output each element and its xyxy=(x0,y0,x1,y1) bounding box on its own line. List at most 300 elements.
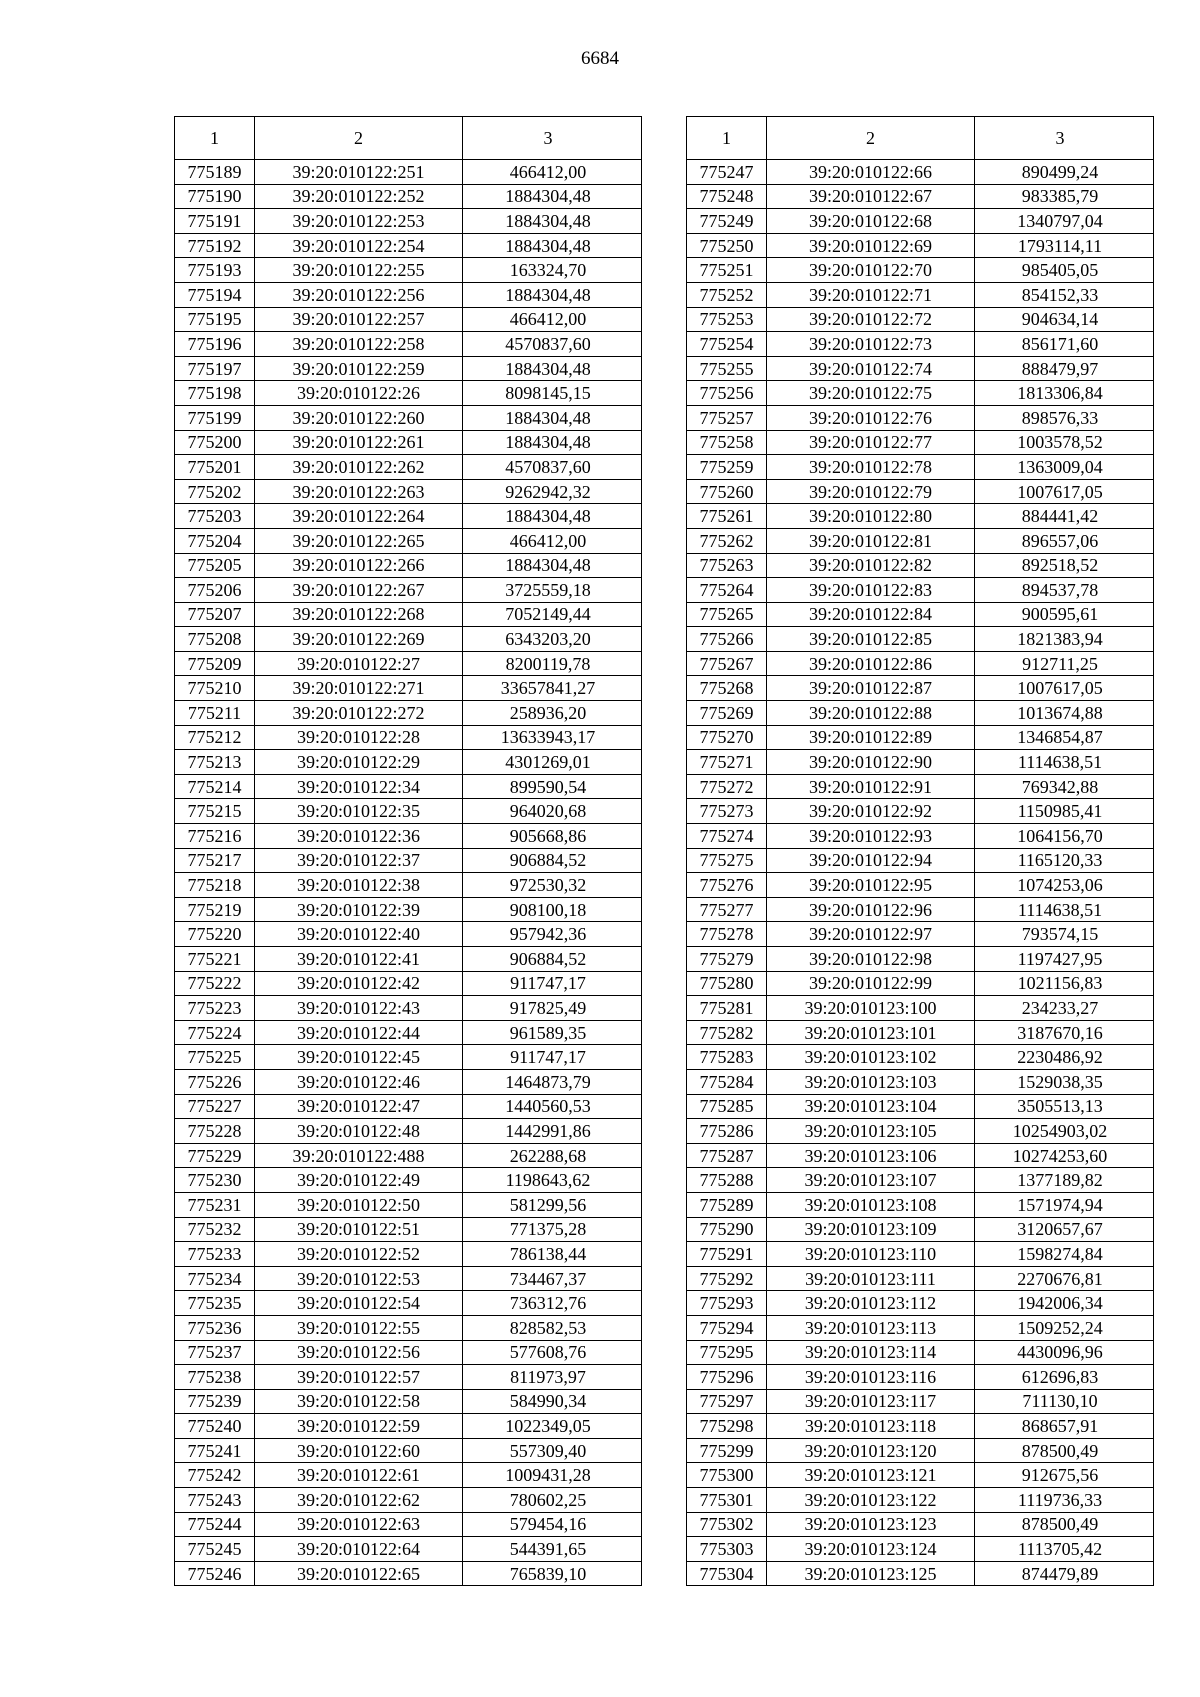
cadastral-number-cell: 39:20:010122:91 xyxy=(767,774,975,799)
cadastral-number-cell: 39:20:010122:60 xyxy=(255,1438,463,1463)
value-cell: 854152,33 xyxy=(975,282,1154,307)
cadastral-number-cell: 39:20:010122:83 xyxy=(767,578,975,603)
cadastral-number-cell: 39:20:010122:263 xyxy=(255,479,463,504)
column-header: 1 xyxy=(687,117,767,160)
table-row xyxy=(687,676,1154,701)
record-number-cell: 775266 xyxy=(687,627,767,652)
record-number-cell: 775298 xyxy=(687,1414,767,1439)
record-number-cell: 775280 xyxy=(687,971,767,996)
value-cell: 1884304,48 xyxy=(463,209,642,234)
cadastral-number-cell: 39:20:010122:66 xyxy=(767,160,975,185)
record-number-cell: 775191 xyxy=(175,209,255,234)
cadastral-number-cell: 39:20:010123:114 xyxy=(767,1340,975,1365)
record-number-cell: 775233 xyxy=(175,1242,255,1267)
record-number-cell: 775289 xyxy=(687,1192,767,1217)
record-number-cell: 775276 xyxy=(687,873,767,898)
value-cell: 734467,37 xyxy=(463,1266,642,1291)
cadastral-number-cell: 39:20:010123:105 xyxy=(767,1119,975,1144)
value-cell: 780602,25 xyxy=(463,1488,642,1513)
cadastral-number-cell: 39:20:010122:26 xyxy=(255,381,463,406)
cadastral-number-cell: 39:20:010122:262 xyxy=(255,455,463,480)
record-number-cell: 775196 xyxy=(175,332,255,357)
table-row xyxy=(687,1438,1154,1463)
value-cell: 3725559,18 xyxy=(463,578,642,603)
cadastral-number-cell: 39:20:010123:104 xyxy=(767,1094,975,1119)
column-header: 3 xyxy=(463,117,642,160)
cadastral-number-cell: 39:20:010122:70 xyxy=(767,258,975,283)
record-number-cell: 775236 xyxy=(175,1315,255,1340)
record-number-cell: 775223 xyxy=(175,996,255,1021)
table-row xyxy=(687,922,1154,947)
cadastral-number-cell: 39:20:010122:96 xyxy=(767,897,975,922)
cadastral-number-cell: 39:20:010123:100 xyxy=(767,996,975,1021)
value-cell: 985405,05 xyxy=(975,258,1154,283)
cadastral-number-cell: 39:20:010122:45 xyxy=(255,1045,463,1070)
record-number-cell: 775292 xyxy=(687,1266,767,1291)
table-row xyxy=(687,996,1154,1021)
table-row xyxy=(687,1045,1154,1070)
cadastral-number-cell: 39:20:010122:265 xyxy=(255,528,463,553)
cadastral-number-cell: 39:20:010122:257 xyxy=(255,307,463,332)
record-number-cell: 775301 xyxy=(687,1488,767,1513)
value-cell: 1021156,83 xyxy=(975,971,1154,996)
cadastral-number-cell: 39:20:010122:56 xyxy=(255,1340,463,1365)
cadastral-number-cell: 39:20:010122:253 xyxy=(255,209,463,234)
value-cell: 964020,68 xyxy=(463,799,642,824)
value-cell: 1064156,70 xyxy=(975,824,1154,849)
value-cell: 888479,97 xyxy=(975,356,1154,381)
record-number-cell: 775235 xyxy=(175,1291,255,1316)
value-cell: 1114638,51 xyxy=(975,750,1154,775)
cadastral-number-cell: 39:20:010122:260 xyxy=(255,405,463,430)
cadastral-number-cell: 39:20:010122:76 xyxy=(767,405,975,430)
table-row xyxy=(175,873,642,898)
record-number-cell: 775242 xyxy=(175,1463,255,1488)
cadastral-number-cell: 39:20:010122:71 xyxy=(767,282,975,307)
left-table-body xyxy=(175,160,642,1586)
record-number-cell: 775230 xyxy=(175,1168,255,1193)
table-row xyxy=(687,1168,1154,1193)
table-row xyxy=(175,455,642,480)
value-cell: 2270676,81 xyxy=(975,1266,1154,1291)
record-number-cell: 775291 xyxy=(687,1242,767,1267)
cadastral-number-cell: 39:20:010122:261 xyxy=(255,430,463,455)
record-number-cell: 775284 xyxy=(687,1069,767,1094)
record-number-cell: 775221 xyxy=(175,947,255,972)
value-cell: 1197427,95 xyxy=(975,947,1154,972)
table-row xyxy=(175,897,642,922)
table-row xyxy=(687,1192,1154,1217)
table-row xyxy=(175,1315,642,1340)
record-number-cell: 775295 xyxy=(687,1340,767,1365)
table-row xyxy=(175,1192,642,1217)
cadastral-number-cell: 39:20:010123:112 xyxy=(767,1291,975,1316)
record-number-cell: 775256 xyxy=(687,381,767,406)
cadastral-number-cell: 39:20:010122:259 xyxy=(255,356,463,381)
table-row xyxy=(687,430,1154,455)
table-row xyxy=(175,1389,642,1414)
cadastral-number-cell: 39:20:010122:75 xyxy=(767,381,975,406)
cadastral-number-cell: 39:20:010122:62 xyxy=(255,1488,463,1513)
value-cell: 466412,00 xyxy=(463,307,642,332)
value-cell: 581299,56 xyxy=(463,1192,642,1217)
table-row xyxy=(175,947,642,972)
table-row xyxy=(687,1291,1154,1316)
table-row xyxy=(175,1119,642,1144)
cadastral-number-cell: 39:20:010122:53 xyxy=(255,1266,463,1291)
column-header: 2 xyxy=(767,117,975,160)
value-cell: 3187670,16 xyxy=(975,1020,1154,1045)
record-number-cell: 775189 xyxy=(175,160,255,185)
cadastral-number-cell: 39:20:010122:55 xyxy=(255,1315,463,1340)
cadastral-number-cell: 39:20:010122:65 xyxy=(255,1561,463,1586)
table-row xyxy=(687,971,1154,996)
value-cell: 4570837,60 xyxy=(463,455,642,480)
table-row xyxy=(687,1069,1154,1094)
cadastral-number-cell: 39:20:010122:84 xyxy=(767,602,975,627)
cadastral-number-cell: 39:20:010122:97 xyxy=(767,922,975,947)
table-row xyxy=(687,1463,1154,1488)
cadastral-number-cell: 39:20:010122:254 xyxy=(255,233,463,258)
cadastral-number-cell: 39:20:010122:266 xyxy=(255,553,463,578)
record-number-cell: 775274 xyxy=(687,824,767,849)
record-number-cell: 775239 xyxy=(175,1389,255,1414)
record-number-cell: 775286 xyxy=(687,1119,767,1144)
value-cell: 1340797,04 xyxy=(975,209,1154,234)
header-row xyxy=(175,117,642,160)
record-number-cell: 775303 xyxy=(687,1537,767,1562)
value-cell: 8098145,15 xyxy=(463,381,642,406)
record-number-cell: 775270 xyxy=(687,725,767,750)
table-row xyxy=(687,553,1154,578)
record-number-cell: 775211 xyxy=(175,701,255,726)
cadastral-number-cell: 39:20:010122:38 xyxy=(255,873,463,898)
cadastral-number-cell: 39:20:010122:43 xyxy=(255,996,463,1021)
table-row xyxy=(687,1537,1154,1562)
record-number-cell: 775201 xyxy=(175,455,255,480)
cadastral-number-cell: 39:20:010122:92 xyxy=(767,799,975,824)
cadastral-number-cell: 39:20:010122:41 xyxy=(255,947,463,972)
cadastral-number-cell: 39:20:010123:113 xyxy=(767,1315,975,1340)
value-cell: 972530,32 xyxy=(463,873,642,898)
value-cell: 1007617,05 xyxy=(975,479,1154,504)
table-row xyxy=(687,1389,1154,1414)
value-cell: 8200119,78 xyxy=(463,651,642,676)
value-cell: 892518,52 xyxy=(975,553,1154,578)
value-cell: 9262942,32 xyxy=(463,479,642,504)
record-number-cell: 775281 xyxy=(687,996,767,1021)
record-number-cell: 775283 xyxy=(687,1045,767,1070)
record-number-cell: 775206 xyxy=(175,578,255,603)
record-number-cell: 775193 xyxy=(175,258,255,283)
cadastral-number-cell: 39:20:010122:34 xyxy=(255,774,463,799)
cadastral-number-cell: 39:20:010122:69 xyxy=(767,233,975,258)
value-cell: 258936,20 xyxy=(463,701,642,726)
value-cell: 584990,34 xyxy=(463,1389,642,1414)
record-number-cell: 775277 xyxy=(687,897,767,922)
record-number-cell: 775198 xyxy=(175,381,255,406)
cadastral-number-cell: 39:20:010123:125 xyxy=(767,1561,975,1586)
table-row xyxy=(175,1020,642,1045)
record-number-cell: 775213 xyxy=(175,750,255,775)
table-row xyxy=(687,1340,1154,1365)
cadastral-number-cell: 39:20:010122:36 xyxy=(255,824,463,849)
table-row xyxy=(175,307,642,332)
cadastral-number-cell: 39:20:010123:111 xyxy=(767,1266,975,1291)
value-cell: 1942006,34 xyxy=(975,1291,1154,1316)
page-number: 6684 xyxy=(581,48,619,69)
table-row xyxy=(687,528,1154,553)
value-cell: 13633943,17 xyxy=(463,725,642,750)
cadastral-number-cell: 39:20:010123:110 xyxy=(767,1242,975,1267)
table-row xyxy=(687,1242,1154,1267)
table-row xyxy=(175,160,642,185)
record-number-cell: 775214 xyxy=(175,774,255,799)
cadastral-number-cell: 39:20:010122:42 xyxy=(255,971,463,996)
header-row xyxy=(687,117,1154,160)
record-number-cell: 775222 xyxy=(175,971,255,996)
record-number-cell: 775252 xyxy=(687,282,767,307)
cadastral-number-cell: 39:20:010122:272 xyxy=(255,701,463,726)
record-number-cell: 775192 xyxy=(175,233,255,258)
record-number-cell: 775203 xyxy=(175,504,255,529)
record-number-cell: 775195 xyxy=(175,307,255,332)
table-row xyxy=(175,553,642,578)
value-cell: 908100,18 xyxy=(463,897,642,922)
left-table xyxy=(174,116,642,1586)
value-cell: 1377189,82 xyxy=(975,1168,1154,1193)
cadastral-number-cell: 39:20:010123:118 xyxy=(767,1414,975,1439)
value-cell: 771375,28 xyxy=(463,1217,642,1242)
record-number-cell: 775208 xyxy=(175,627,255,652)
cadastral-number-cell: 39:20:010122:37 xyxy=(255,848,463,873)
value-cell: 786138,44 xyxy=(463,1242,642,1267)
value-cell: 1442991,86 xyxy=(463,1119,642,1144)
cadastral-number-cell: 39:20:010122:256 xyxy=(255,282,463,307)
table-row xyxy=(175,1045,642,1070)
right-table-body xyxy=(687,160,1154,1586)
value-cell: 3120657,67 xyxy=(975,1217,1154,1242)
table-row xyxy=(175,848,642,873)
table-row xyxy=(687,627,1154,652)
value-cell: 1464873,79 xyxy=(463,1069,642,1094)
record-number-cell: 775228 xyxy=(175,1119,255,1144)
cadastral-number-cell: 39:20:010122:88 xyxy=(767,701,975,726)
table-row xyxy=(175,725,642,750)
record-number-cell: 775258 xyxy=(687,430,767,455)
cadastral-number-cell: 39:20:010122:87 xyxy=(767,676,975,701)
table-row xyxy=(687,233,1154,258)
table-row xyxy=(687,356,1154,381)
table-row xyxy=(687,799,1154,824)
record-number-cell: 775216 xyxy=(175,824,255,849)
table-row xyxy=(687,160,1154,185)
table-row xyxy=(687,282,1154,307)
table-row xyxy=(175,1242,642,1267)
cadastral-number-cell: 39:20:010122:35 xyxy=(255,799,463,824)
record-number-cell: 775302 xyxy=(687,1512,767,1537)
column-header: 1 xyxy=(175,117,255,160)
value-cell: 579454,16 xyxy=(463,1512,642,1537)
value-cell: 896557,06 xyxy=(975,528,1154,553)
record-number-cell: 775225 xyxy=(175,1045,255,1070)
record-number-cell: 775243 xyxy=(175,1488,255,1513)
record-number-cell: 775190 xyxy=(175,184,255,209)
cadastral-number-cell: 39:20:010122:29 xyxy=(255,750,463,775)
cadastral-number-cell: 39:20:010122:46 xyxy=(255,1069,463,1094)
right-table xyxy=(686,116,1154,1586)
record-number-cell: 775215 xyxy=(175,799,255,824)
cadastral-number-cell: 39:20:010122:86 xyxy=(767,651,975,676)
table-row xyxy=(687,750,1154,775)
cadastral-number-cell: 39:20:010122:39 xyxy=(255,897,463,922)
value-cell: 1884304,48 xyxy=(463,184,642,209)
table-row xyxy=(687,701,1154,726)
value-cell: 6343203,20 xyxy=(463,627,642,652)
table-row xyxy=(687,1217,1154,1242)
table-row xyxy=(687,307,1154,332)
value-cell: 1813306,84 xyxy=(975,381,1154,406)
cadastral-number-cell: 39:20:010123:123 xyxy=(767,1512,975,1537)
record-number-cell: 775254 xyxy=(687,332,767,357)
cadastral-number-cell: 39:20:010123:108 xyxy=(767,1192,975,1217)
record-number-cell: 775296 xyxy=(687,1365,767,1390)
record-number-cell: 775197 xyxy=(175,356,255,381)
cadastral-number-cell: 39:20:010122:27 xyxy=(255,651,463,676)
record-number-cell: 775244 xyxy=(175,1512,255,1537)
record-number-cell: 775227 xyxy=(175,1094,255,1119)
value-cell: 1022349,05 xyxy=(463,1414,642,1439)
value-cell: 961589,35 xyxy=(463,1020,642,1045)
table-row xyxy=(175,430,642,455)
record-number-cell: 775257 xyxy=(687,405,767,430)
table-row xyxy=(687,1488,1154,1513)
cadastral-number-cell: 39:20:010123:102 xyxy=(767,1045,975,1070)
value-cell: 234233,27 xyxy=(975,996,1154,1021)
record-number-cell: 775226 xyxy=(175,1069,255,1094)
value-cell: 769342,88 xyxy=(975,774,1154,799)
table-row xyxy=(175,627,642,652)
table-row xyxy=(687,381,1154,406)
cadastral-number-cell: 39:20:010122:40 xyxy=(255,922,463,947)
value-cell: 884441,42 xyxy=(975,504,1154,529)
cadastral-number-cell: 39:20:010122:47 xyxy=(255,1094,463,1119)
value-cell: 7052149,44 xyxy=(463,602,642,627)
table-row xyxy=(687,651,1154,676)
record-number-cell: 775218 xyxy=(175,873,255,898)
record-number-cell: 775271 xyxy=(687,750,767,775)
record-number-cell: 775240 xyxy=(175,1414,255,1439)
cadastral-number-cell: 39:20:010122:89 xyxy=(767,725,975,750)
cadastral-number-cell: 39:20:010122:488 xyxy=(255,1143,463,1168)
table-row xyxy=(175,1291,642,1316)
table-row xyxy=(687,258,1154,283)
value-cell: 1113705,42 xyxy=(975,1537,1154,1562)
table-row xyxy=(687,1561,1154,1586)
cadastral-number-cell: 39:20:010123:121 xyxy=(767,1463,975,1488)
table-row xyxy=(687,332,1154,357)
value-cell: 544391,65 xyxy=(463,1537,642,1562)
record-number-cell: 775267 xyxy=(687,651,767,676)
value-cell: 1884304,48 xyxy=(463,553,642,578)
cadastral-number-cell: 39:20:010122:99 xyxy=(767,971,975,996)
table-row xyxy=(687,184,1154,209)
cadastral-number-cell: 39:20:010122:57 xyxy=(255,1365,463,1390)
record-number-cell: 775272 xyxy=(687,774,767,799)
value-cell: 10254903,02 xyxy=(975,1119,1154,1144)
value-cell: 2230486,92 xyxy=(975,1045,1154,1070)
value-cell: 1884304,48 xyxy=(463,282,642,307)
record-number-cell: 775200 xyxy=(175,430,255,455)
cadastral-number-cell: 39:20:010122:44 xyxy=(255,1020,463,1045)
record-number-cell: 775209 xyxy=(175,651,255,676)
value-cell: 1198643,62 xyxy=(463,1168,642,1193)
value-cell: 711130,10 xyxy=(975,1389,1154,1414)
table-row xyxy=(175,922,642,947)
record-number-cell: 775300 xyxy=(687,1463,767,1488)
table-row xyxy=(175,381,642,406)
table-row xyxy=(175,528,642,553)
value-cell: 912675,56 xyxy=(975,1463,1154,1488)
record-number-cell: 775231 xyxy=(175,1192,255,1217)
value-cell: 911747,17 xyxy=(463,971,642,996)
record-number-cell: 775205 xyxy=(175,553,255,578)
value-cell: 1821383,94 xyxy=(975,627,1154,652)
cadastral-number-cell: 39:20:010123:124 xyxy=(767,1537,975,1562)
record-number-cell: 775293 xyxy=(687,1291,767,1316)
value-cell: 1013674,88 xyxy=(975,701,1154,726)
record-number-cell: 775194 xyxy=(175,282,255,307)
value-cell: 899590,54 xyxy=(463,774,642,799)
value-cell: 1119736,33 xyxy=(975,1488,1154,1513)
value-cell: 1509252,24 xyxy=(975,1315,1154,1340)
record-number-cell: 775290 xyxy=(687,1217,767,1242)
record-number-cell: 775268 xyxy=(687,676,767,701)
cadastral-number-cell: 39:20:010122:85 xyxy=(767,627,975,652)
table-row xyxy=(175,356,642,381)
table-row xyxy=(175,676,642,701)
record-number-cell: 775304 xyxy=(687,1561,767,1586)
table-row xyxy=(175,1266,642,1291)
value-cell: 1793114,11 xyxy=(975,233,1154,258)
table-row xyxy=(175,774,642,799)
value-cell: 4430096,96 xyxy=(975,1340,1154,1365)
table-row xyxy=(175,701,642,726)
record-number-cell: 775219 xyxy=(175,897,255,922)
table-row xyxy=(687,1315,1154,1340)
table-row xyxy=(175,996,642,1021)
value-cell: 736312,76 xyxy=(463,1291,642,1316)
value-cell: 557309,40 xyxy=(463,1438,642,1463)
record-number-cell: 775217 xyxy=(175,848,255,873)
record-number-cell: 775262 xyxy=(687,528,767,553)
cadastral-number-cell: 39:20:010122:63 xyxy=(255,1512,463,1537)
value-cell: 878500,49 xyxy=(975,1438,1154,1463)
value-cell: 811973,97 xyxy=(463,1365,642,1390)
cadastral-number-cell: 39:20:010122:268 xyxy=(255,602,463,627)
column-header: 2 xyxy=(255,117,463,160)
value-cell: 1440560,53 xyxy=(463,1094,642,1119)
record-number-cell: 775279 xyxy=(687,947,767,972)
value-cell: 765839,10 xyxy=(463,1561,642,1586)
cadastral-number-cell: 39:20:010122:72 xyxy=(767,307,975,332)
table-row xyxy=(687,602,1154,627)
record-number-cell: 775285 xyxy=(687,1094,767,1119)
table-row xyxy=(687,947,1154,972)
table-row xyxy=(687,1143,1154,1168)
table-row xyxy=(175,258,642,283)
table-row xyxy=(175,282,642,307)
